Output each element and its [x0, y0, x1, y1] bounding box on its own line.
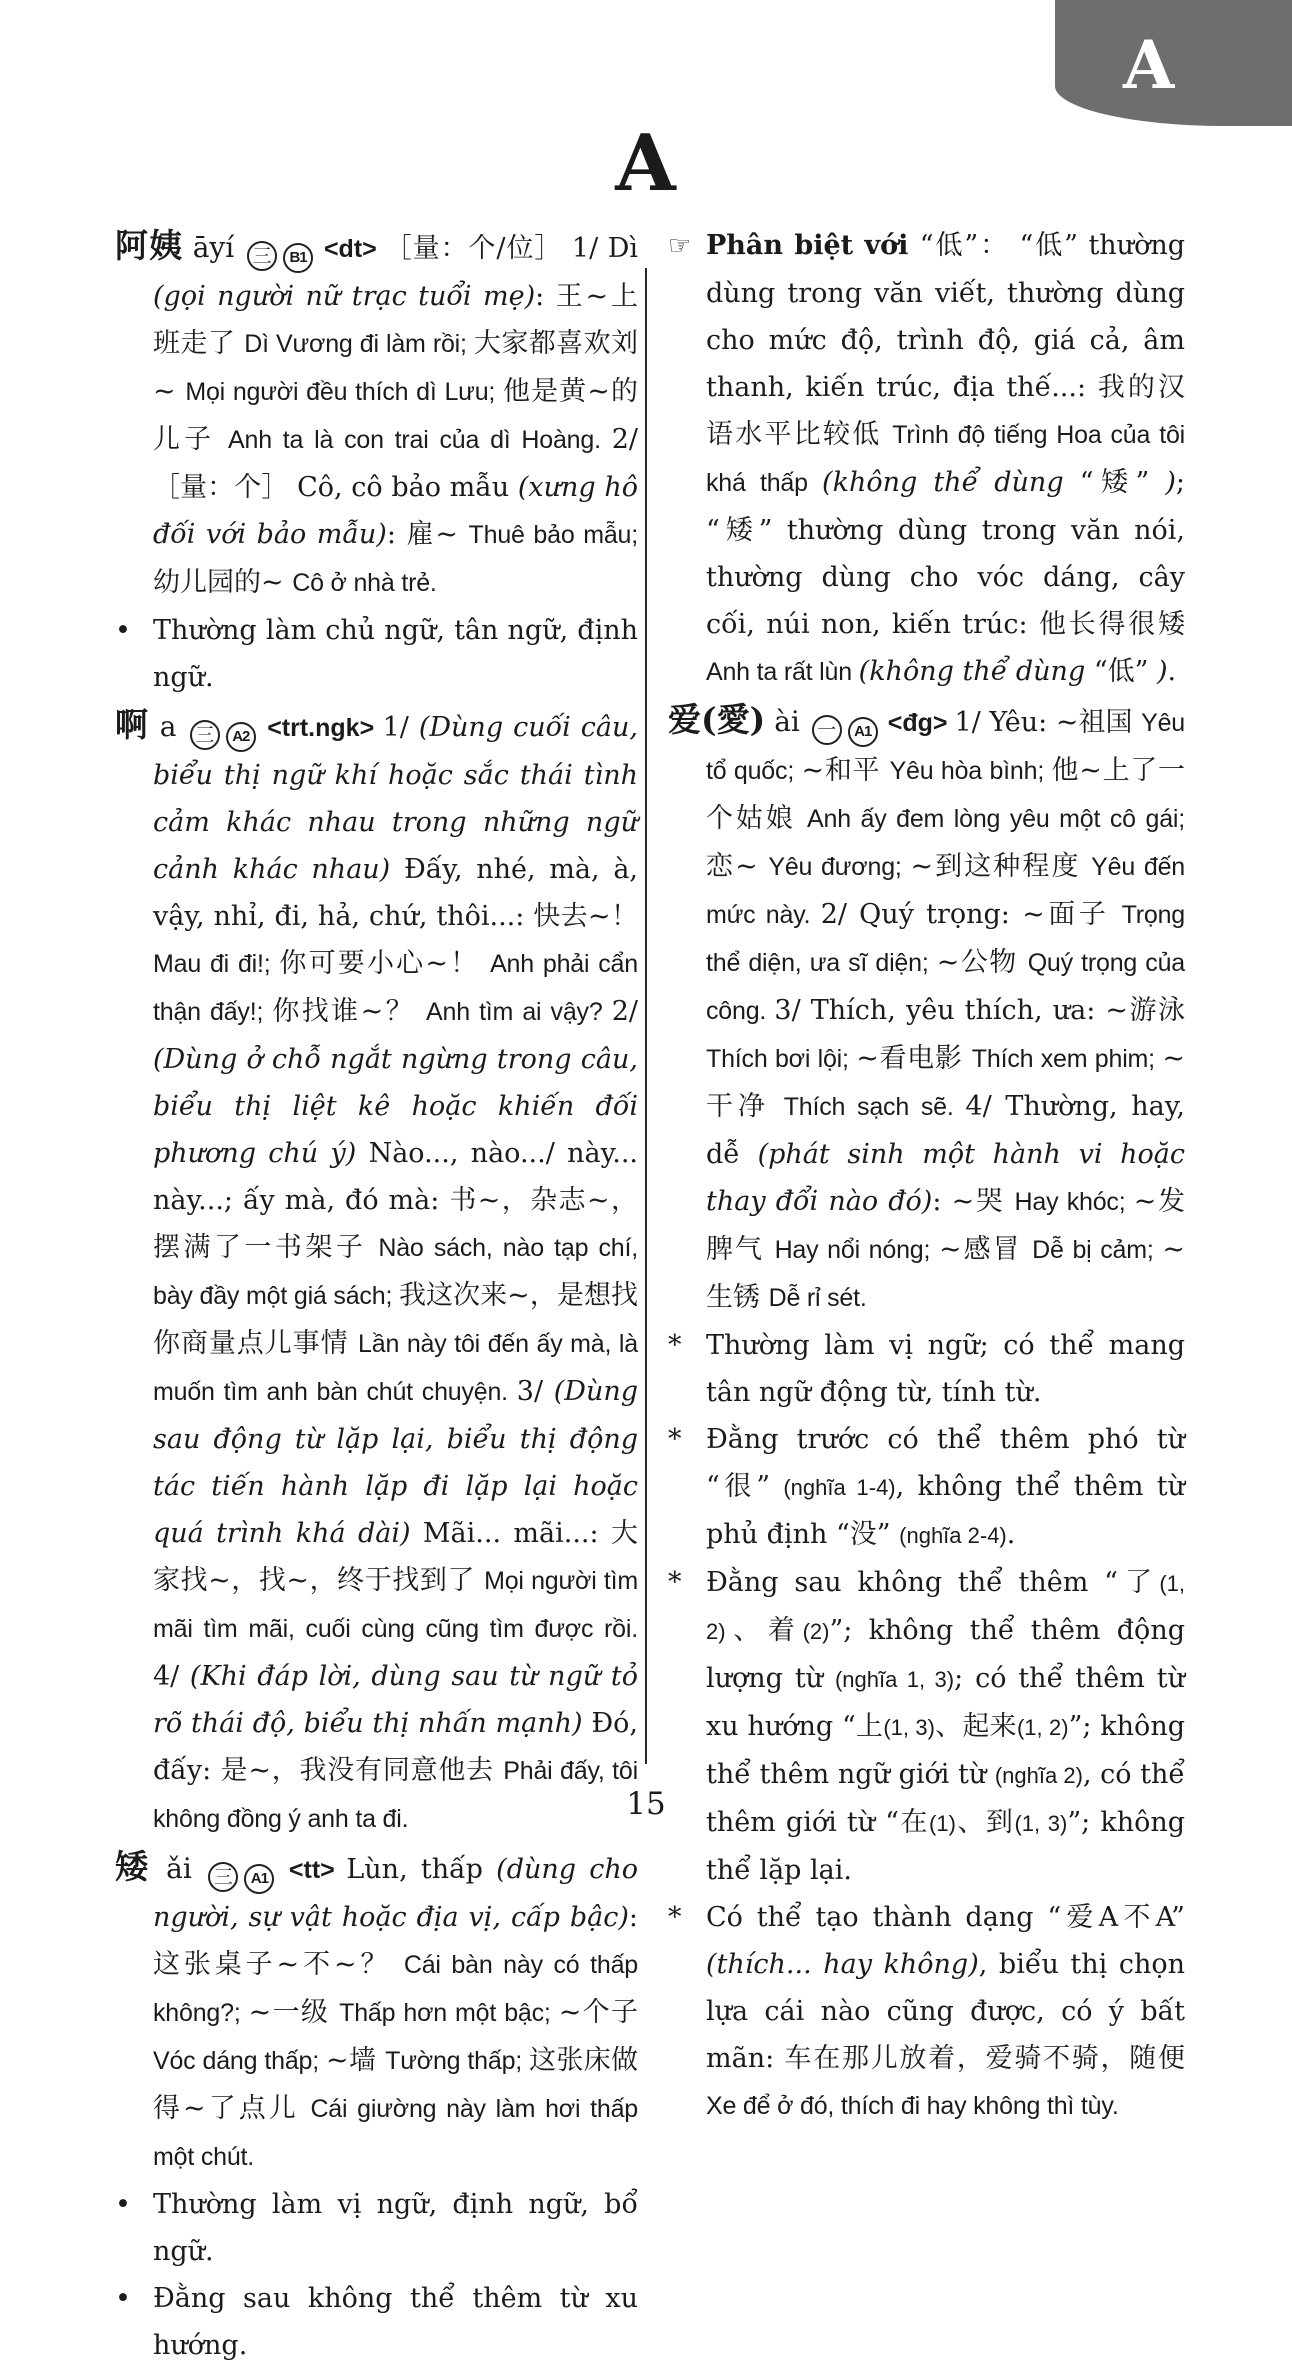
entry-ai-love: 爱(愛) ài 一 A1 <đg> 1/ Yêu: ~祖国 Yêu tổ quốc; ~和平 Yêu hòa bình; 他~上了一个姑娘 Anh ấy đem lòng yêu một cô gái; 恋~ Yêu đương; ~到这种程度 Yêu đến mức này. 2/ Quý trọng: ~面子 Trọng thể diện, ưa sĩ diện; ~公物 Quý trọng của công. 3/ Thích, yêu thích, ưa: ~游泳 Thích bơi lội; ~看电影 Thích xem phim; ~干净 Thích sạch sẽ. 4/ Thường, hay, dễ (phát sinh một hành vi hoặc thay đổi nào đó): ~哭 Hay khóc; ~发脾气 Hay nổi nóng; ~感冒 Dễ bị cảm; ~生锈 Dễ rỉ sét. [668, 700, 1186, 1313]
star-note-1: * Thường làm vị ngữ; có thể mang tân ngữ động từ, tính từ. [668, 1322, 1185, 1416]
section-letter-heading: A [615, 118, 677, 209]
entry-ayi: 阿姨 āyí 三 B1 <dt> ［量：个/位］ 1/ Dì (gọi người nữ trạc tuổi mẹ): 王~上班走了 Dì Vương đi làm rồi; 大家都喜欢刘~ Mọi người đều thích dì Lưu; 他是黄~的儿子 Anh ta là con trai của dì Hoàng. 2/ ［量：个］ Cô, cô bảo mẫu (xưng hô đối với bảo mẫu): 雇~ Thuê bảo mẫu; 幼儿园的~ Cô ở nhà trẻ. [115, 226, 639, 598]
entry-a: 啊 a 三 A2 <trt.ngk> 1/ (Dùng cuối câu, biểu thị ngữ khí hoặc sắc thái tình cảm khác nhau trong những ngữ cảnh khác nhau) Đấy, nhé, mà, à, vậy, nhỉ, đi, hả, chứ, thôi...: 快去~！ Mau đi đi!; 你可要小心~！ Anh phải cẩn thận đấy!; 你找谁~？ Anh tìm ai vậy? 2/ (Dùng ở chỗ ngắt ngừng trong câu, biểu thị liệt kê hoặc khiến đối phương chú ý) Nào..., nào.../ này... này...; ấy mà, đó mà: 书~，杂志~，摆满了一书架子 Nào sách, nào tạp chí, bày đầy một giá sách; 我这次来~，是想找你商量点儿事情 Lần này tôi đến ấy mà, là muốn tìm anh bàn chút chuyện. 3/ (Dùng sau động từ lặp lại, biểu thị động tác tiến hành lặp đi lặp lại hoặc quá trình khá dài) Mãi... mãi...: 大家找~，找~，终于找到了 Mọi người tìm mãi tìm mãi, cuối cùng cũng tìm được rồi. 4/ (Khi đáp lời, dùng sau từ ngữ tỏ rõ thái độ, biểu thị nhấn mạnh) Đó, đấy: 是~，我没有同意他去 Phải đấy, tôi không đồng ý anh ta đi. [115, 705, 639, 1833]
usage-note-phan-biet: ☞ Phân biệt với “低”： “低” thường dùng trong văn viết, thường dùng cho mức độ, trình độ, giá cả, âm thanh, kiến trúc, địa thế...: 我的汉语水平比较低 Trình độ tiếng Hoa của tôi khá thấp (không thể dùng “矮” ); “矮” thường dùng trong văn nói, thường dùng cho vóc dáng, cây cối, núi non, kiến trúc: 他长得很矮 Anh ta rất lùn (không thể dùng “低” ). [668, 222, 1185, 696]
section-tab [1055, 0, 1292, 126]
asterisk-marker: * [668, 1567, 682, 1598]
asterisk-marker: * [668, 1902, 682, 1933]
right-column [668, 222, 1185, 2369]
asterisk-marker: * [668, 1424, 682, 1455]
pointing-hand-icon: ☞ [668, 231, 692, 261]
section-tab-letter: A [1123, 26, 1175, 104]
dictionary-columns [115, 222, 1185, 2369]
star-note-4: * Có thể tạo thành dạng “爱A不A” (thích... hay không), biểu thị chọn lựa cái nào cũng được, có ý bất mãn: 车在那儿放着，爱骑不骑，随便 Xe để ở đó, thích đi hay không thì tùy. [668, 1894, 1185, 2130]
bullet-icon: • [115, 2283, 131, 2314]
entry-ai-short: 矮 ǎi 三 A1 <tt> Lùn, thấp (dùng cho người, sự vật hoặc địa vị, cấp bậc): 这张桌子~不~？ Cái bàn này có thấp không?; ~一级 Thấp hơn một bậc; ~个子 Vóc dáng thấp; ~墙 Tường thấp; 这张床做得~了点儿 Cái giường này làm hơi thấp một chút. [115, 1847, 639, 2171]
grammar-note-ai-2: • Đằng sau không thể thêm từ xu hướng. [115, 2275, 638, 2369]
star-note-3: * Đằng sau không thể thêm “了(1, 2)、着(2)”; không thể thêm động lượng từ (nghĩa 1, 3); có thể thêm từ xu hướng “上(1, 3)、起来(1, 2)”; không thể thêm ngữ giới từ (nghĩa 2), có thể thêm giới từ “在(1)、到(1, 3)”; không thể lặp lại. [668, 1559, 1185, 1894]
bullet-icon: • [115, 615, 131, 646]
left-column [115, 222, 638, 2369]
grammar-note-ayi: • Thường làm chủ ngữ, tân ngữ, định ngữ. [115, 607, 638, 701]
column-divider [645, 268, 647, 1764]
asterisk-marker: * [668, 1330, 682, 1361]
page-number: 15 [626, 1786, 666, 1822]
bullet-icon: • [115, 2189, 131, 2220]
grammar-note-ai-1: • Thường làm vị ngữ, định ngữ, bổ ngữ. [115, 2181, 638, 2275]
star-note-2: * Đằng trước có thể thêm phó từ “很” (nghĩa 1-4), không thể thêm từ phủ định “没” (nghĩa 2-4). [668, 1416, 1185, 1559]
